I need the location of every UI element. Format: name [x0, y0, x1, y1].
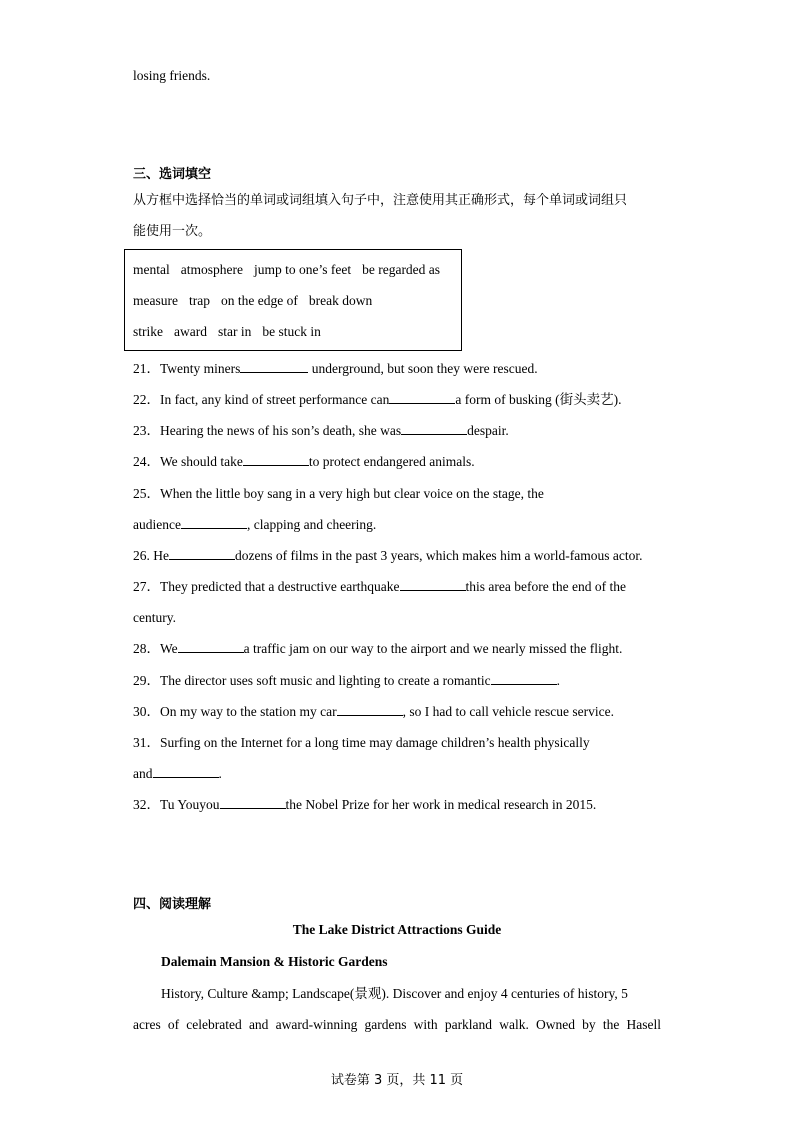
word-option: be stuck in [262, 324, 321, 339]
word-option: jump to one’s feet [253, 262, 352, 277]
word-option: be regarded as [362, 262, 441, 277]
question-26: 26. He dozens of films in the past 3 years, which makes him a world-famous actor. [133, 548, 643, 563]
question-31: 31．Surfing on the Internet for a long time may damage children’s health physically [133, 735, 590, 750]
instruction-line-1: 从方框中选择恰当的单词或词组填入句子中，注意使用其正确形式，每个单词或词组只 [133, 193, 628, 208]
passage-title: The Lake District Attractions Guide [292, 922, 502, 937]
question-27-continued: century. [133, 610, 176, 625]
word-bank-box [124, 249, 462, 351]
question-31-continued: and . [133, 766, 222, 781]
question-29: 29．The director uses soft music and lighting to create a romantic . [133, 673, 561, 688]
passage-line-1: History, Culture &amp; Landscape(景观). Discover and enjoy 4 centuries of history, 5 [161, 986, 628, 1001]
word-option: measure [133, 293, 178, 308]
word-option: trap [188, 293, 210, 308]
answer-blank[interactable] [181, 516, 247, 529]
word-bank-row [133, 323, 332, 341]
word-option: mental [133, 262, 170, 277]
answer-blank[interactable] [220, 796, 286, 809]
word-option: star in [217, 324, 252, 339]
question-32: 32．Tu Youyou the Nobel Prize for her work in medical research in 2015. [133, 797, 597, 812]
question-28: 28．We a traffic jam on our way to the airport and we nearly missed the flight. [133, 641, 623, 656]
page-footer: 试卷第 3 页，共 11 页 [330, 1073, 464, 1088]
answer-blank[interactable] [153, 765, 219, 778]
answer-blank[interactable] [178, 640, 244, 653]
word-option: break down [308, 293, 373, 308]
answer-blank[interactable] [400, 578, 466, 591]
section-4-heading: 四、阅读理解 [133, 897, 212, 912]
question-25: 25．When the little boy sang in a very high but clear voice on the stage, the [133, 486, 544, 501]
passage-subtitle: Dalemain Mansion & Historic Gardens [161, 954, 388, 969]
word-option: award [174, 324, 207, 339]
answer-blank[interactable] [243, 453, 309, 466]
question-27: 27．They predicted that a destructive earthquake this area before the end of the [133, 579, 626, 594]
word-bank-row [133, 292, 383, 310]
question-25-continued: audience , clapping and cheering. [133, 517, 377, 532]
answer-blank[interactable] [401, 422, 467, 435]
word-option: atmosphere [180, 262, 243, 277]
answer-blank[interactable] [337, 703, 403, 716]
word-bank-row [133, 261, 451, 279]
question-23: 23．Hearing the news of his son’s death, she was despair. [133, 423, 509, 438]
question-24: 24．We should take to protect endangered animals. [133, 454, 475, 469]
section-3-heading: 三、选词填空 [133, 167, 212, 182]
answer-blank[interactable] [491, 672, 557, 685]
instruction-line-2: 能使用一次。 [133, 224, 212, 239]
answer-blank[interactable] [240, 360, 308, 373]
answer-blank[interactable] [389, 391, 455, 404]
question-30: 30．On my way to the station my car , so I had to call vehicle rescue service. [133, 704, 614, 719]
question-22: 22．In fact, any kind of street performance can a form of busking (街头卖艺). [133, 392, 622, 407]
passage-line-2: acres of celebrated and award-winning gardens with parkland walk. Owned by the Hasell [133, 1017, 661, 1032]
word-option: strike [133, 324, 163, 339]
answer-blank[interactable] [169, 547, 235, 560]
word-option: on the edge of [220, 293, 298, 308]
question-21: 21．Twenty miners underground, but soon they were rescued. [133, 361, 538, 376]
previous-text: losing friends. [133, 68, 211, 83]
